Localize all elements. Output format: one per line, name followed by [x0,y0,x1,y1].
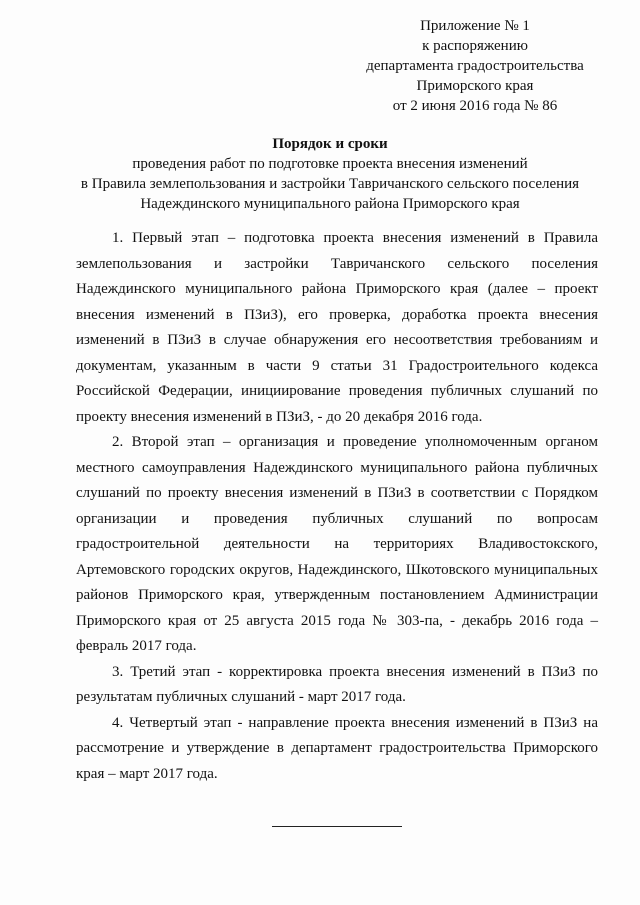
title-main: Порядок и сроки [272,136,388,152]
paragraph-stage-4: 4. Четвертый этап - направление проекта внесения изменений в ПЗиЗ на рассмотрение и утверждение в департамент градостроительства Приморского края – март 2017 года. [76,714,598,782]
document-body [76,226,598,787]
appendix-date: от 2 июня 2016 года № 86 [392,98,558,114]
appendix-region: Приморского края [416,78,534,94]
appendix-to-order: к распоряжению [422,38,528,54]
title-line-3: в Правила землепользования и застройки Тавричанского сельского поселения [80,176,580,192]
document-title [60,134,600,214]
paragraph-stage-3: 3. Третий этап - корректировка проекта внесения изменений в ПЗиЗ по результатам публичных слушаний - март 2017 года. [76,663,598,705]
appendix-header [330,16,620,116]
appendix-number: Приложение № 1 [420,18,530,34]
closing-rule [272,826,402,827]
title-line-2: проведения работ по подготовке проекта внесения изменений [132,156,528,172]
paragraph-stage-2: 2. Второй этап – организация и проведение уполномоченным органом местного самоуправления Надеждинского муниципального района публичных слушаний по проекту внесения изменений в ПЗиЗ в соответствии с Порядком организации и проведения публичных слушаний по вопросам градостроительной деятельности на территориях Владивостокского, Артемовского городских округов, Надеждинского, Шкотовского муниципальных районов Приморского края, утвержденным постановлением Администрации Приморского края от 25 августа 2015 года № 303-па, - декабрь 2016 года – февраль 2017 года. [76,434,598,654]
paragraph-stage-1: 1. Первый этап – подготовка проекта внесения изменений в Правила землепользования и застройки Тавричанского сельского поселения Надеждинского муниципального района Приморского края (далее – проект внесения изменений в ПЗиЗ), его проверка, доработка проекта внесения изменений в ПЗиЗ в случае обнаружения его несоответствия требованиям и документам, указанным в части 9 статьи 31 Градостроительного кодекса Российской Федерации, инициирование проведения публичных слушаний по проекту внесения изменений в ПЗиЗ, - до 20 декабря 2016 года. [76,230,598,425]
appendix-department: департамента градостроительства [366,58,584,74]
title-line-4: Надеждинского муниципального района Приморского края [140,196,520,212]
